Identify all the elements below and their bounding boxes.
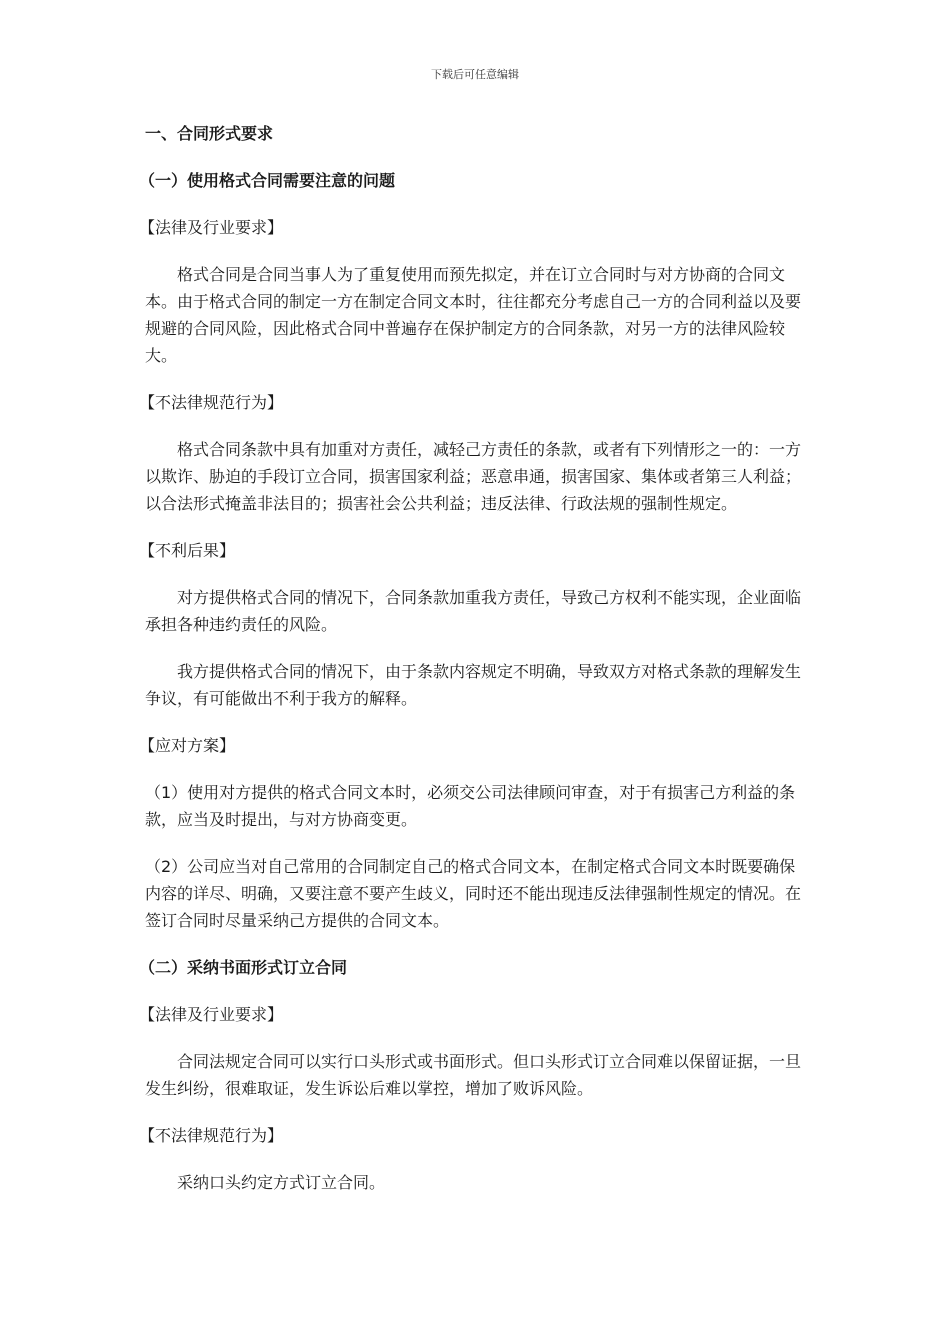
- section-heading: 一、合同形式要求: [145, 124, 274, 143]
- paragraph-nonconforming-behavior-2: 采纳口头约定方式订立合同。: [177, 1173, 386, 1192]
- page-header: 下载后可任意编辑: [431, 68, 519, 81]
- paragraph-consequence-2: 我方提供格式合同的情况下，由于条款内容规定不明确，导致双方对格式条款的理解发生争议，有可能做出不利于我方的解释。: [145, 662, 802, 708]
- subsection-heading-1: （一）使用格式合同需要注意的问题: [139, 171, 396, 190]
- paragraph-legal-requirements: 格式合同是合同当事人为了重复使用而预先拟定，并在订立合同时与对方协商的合同文本。由于格式合同的制定一方在制定合同文本时，往往都充分考虑自己一方的合同利益以及要规避的合同风险，因此格式合同中普遍存在保护制定方的合同条款，对另一方的法律风险较大。: [145, 265, 802, 365]
- paragraph-legal-requirements-2: 合同法规定合同可以实行口头形式或书面形式。但口头形式订立合同难以保留证据，一旦发生纠纷，很难取证，发生诉讼后难以掌控，增加了败诉风险。: [145, 1052, 802, 1098]
- label-legal-requirements: 【法律及行业要求】: [139, 218, 284, 237]
- label-legal-requirements-2: 【法律及行业要求】: [139, 1005, 284, 1024]
- subsection-heading-2: （二）采纳书面形式订立合同: [139, 958, 348, 977]
- paragraph-plan-2: （2）公司应当对自己常用的合同制定自己的格式合同文本，在制定格式合同文本时既要确保内容的详尽、明确，又要注意不要产生歧义，同时还不能出现违反法律强制性规定的情况。在签订合同时尽量采纳己方提供的合同文本。: [145, 857, 802, 930]
- label-adverse-consequences: 【不利后果】: [139, 541, 236, 560]
- paragraph-nonconforming-behavior: 格式合同条款中具有加重对方责任，减轻己方责任的条款，或者有下列情形之一的：一方以欺诈、胁迫的手段订立合同，损害国家利益；恶意串通，损害国家、集体或者第三人利益；以合法形式掩盖非法目的；损害社会公共利益；违反法律、行政法规的强制性规定。: [145, 440, 802, 513]
- label-response-plan: 【应对方案】: [139, 736, 236, 755]
- paragraph-consequence-1: 对方提供格式合同的情况下，合同条款加重我方责任，导致己方权利不能实现，企业面临承担各种违约责任的风险。: [145, 588, 802, 634]
- paragraph-plan-1: （1）使用对方提供的格式合同文本时，必须交公司法律顾问审查，对于有损害己方利益的条款，应当及时提出，与对方协商变更。: [145, 783, 796, 829]
- label-nonconforming-behavior-2: 【不法律规范行为】: [139, 1126, 284, 1145]
- document-body: [139, 120, 810, 1216]
- label-nonconforming-behavior: 【不法律规范行为】: [139, 393, 284, 412]
